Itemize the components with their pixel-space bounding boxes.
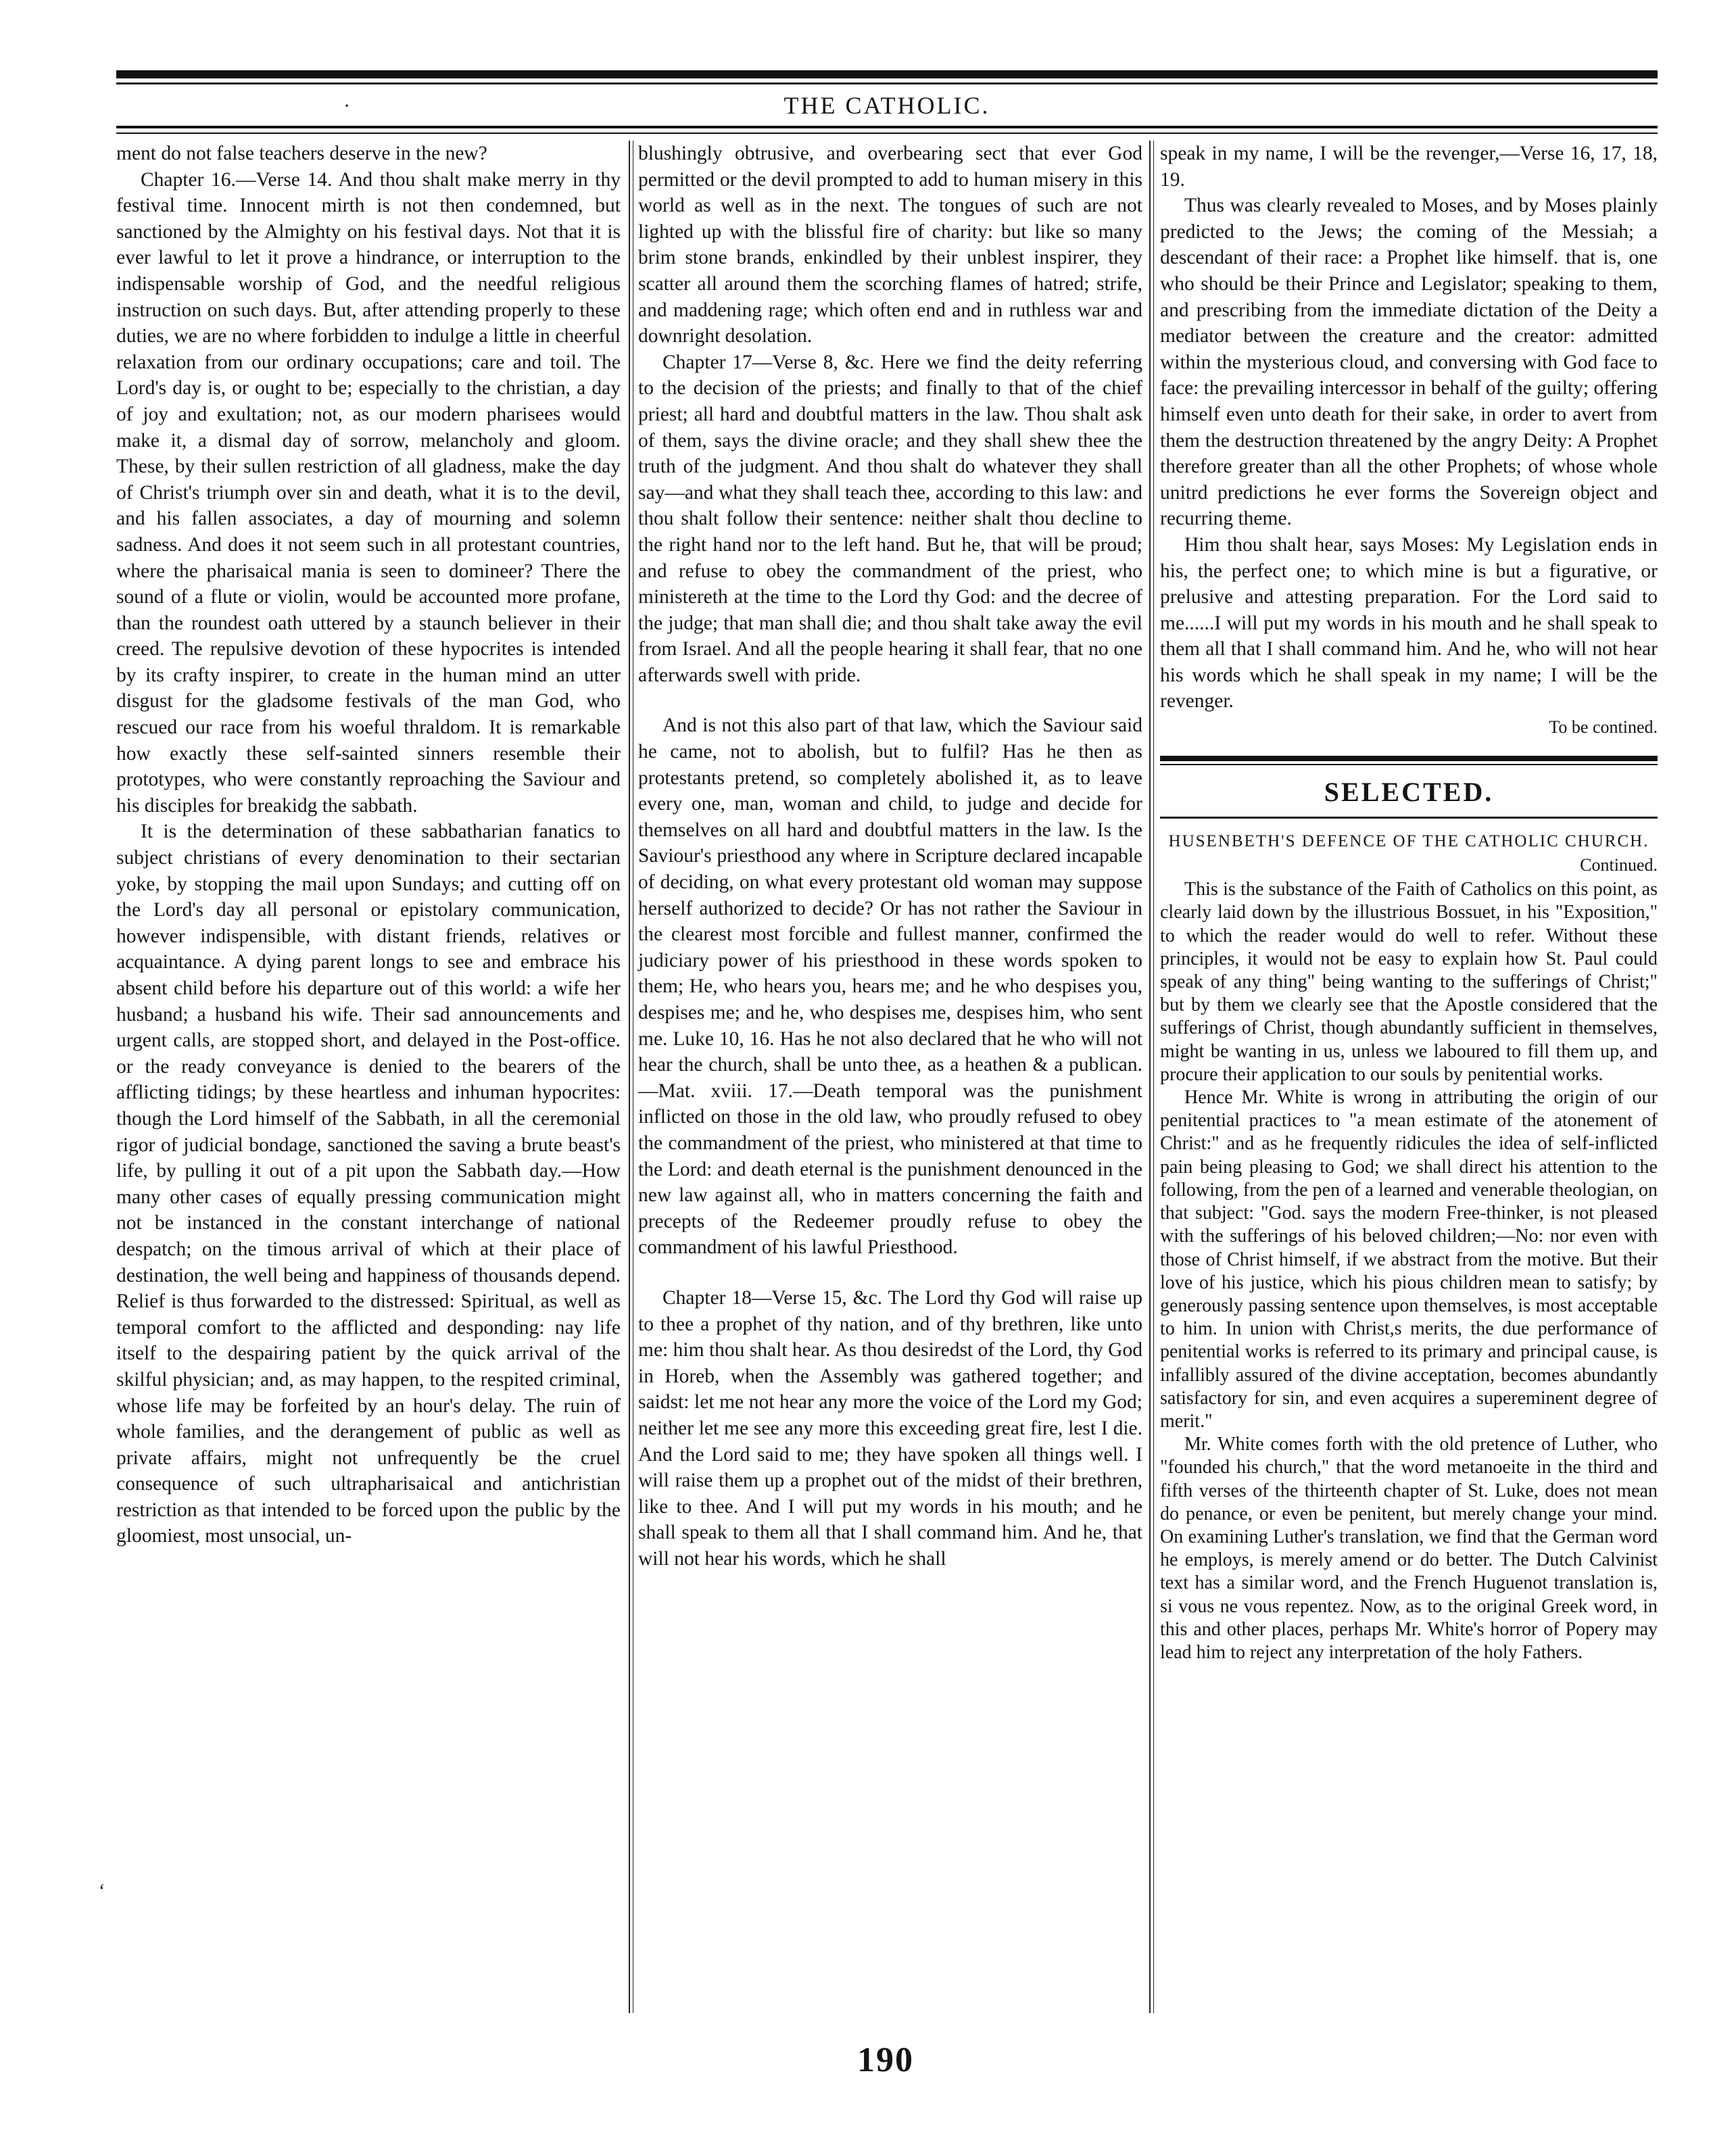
paragraph-gap	[638, 1261, 1142, 1285]
paragraph: It is the determination of these sabbatharian fanatics to subject christians of every denomination to their sectarian yoke, by stopping the mail upon Sundays; and cutting off on the Lord's day all personal or epistolary communication, however indispensible, with distant friends, relatives or acquaintance. A dying parent longs to see and embrace his absent child before his departure out of this world: a wife her husband; a husband his wife. Their sad announcements and urgent calls, are stopped short, and delayed in the Post-office. or the ready conveyance is denied to the bearers of the afflicting tidings; by these heartless and inhuman hypocrites: though the Lord himself of the Sabbath, in all the ceremonial rigor of judicial bondage, sanctioned the saving a brute beast's life, by pulling it out of a pit upon the Sabbath day.—How many other cases of equally pressing communication might not be instanced in the constant interchange of national despatch; on the timous arrival of which at their place of destination, the well being and happiness of thousands depend. Relief is thus forwarded to the distressed: Spiritual, as well as temporal comfort to the afflicted and desponding: nay life itself to the despairing patient by the quick arrival of the skilful physician; and, as may happen, to the respited criminal, whose life may be forfeited by an hour's delay. The ruin of whole families, and the derangement of public as well as private affairs, might not unfrequently be the cruel consequence of such ultrapharisaical and antichristian restriction as that intended to be forced upon the public by the gloomiest, most unsocial, un-	[116, 821, 621, 1547]
column-left	[116, 141, 621, 2033]
section-heading: SELECTED.	[1324, 776, 1494, 807]
masthead-dot: ·	[343, 95, 350, 117]
section-rule-thick	[1160, 756, 1658, 761]
paragraph: Hence Mr. White is wrong in attributing the origin of our penitential practices to "a mean estimate of the atonement of Christ:" and as he frequently ridicules the idea of self-inflicted pain being pleasing to God; we shall direct his attention to the following, from the pen of a learned and venerable theologian, on that subject: "God. says the modern Free-thinker, is not pleased with the sufferings of his beloved children;—No: nor even with those of Christ himself, if we abstract from the motive. But their love of his justice, which his pious children mean to satisfy; by generously passing sentence upon themselves, is most acceptable to him. In union with Christ,s merits, the due performance of penitential works is referred to its primary and principal cause, is infallibly assured of the divine acceptation, becomes abundantly satisfactory for sin, and even acquires a supereminent degree of merit."	[1160, 1087, 1658, 1432]
paragraph: And is not this also part of that law, which the Saviour said he came, not to abolish, but to fulfil? Has he then as protestants pretend, so completely abolished it, as to leave every one, man, woman and child, to judge and decide for themselves on all hard and doubtful matters in the law. Is the Saviour's priesthood any where in Scripture declared incapable of deciding, on what every protestant old woman may suppose herself authorized to decide? Or has not rather the Saviour in the clearest most forcible and fullest manner, confirmed the judiciary power of his priesthood in these words spoken to them; He, who hears you, hears me; and he who despises you, despises me; and he, who despises me, despises him, who sent me. Luke 10, 16. Has he not also declared that he who will not hear the church, shall be unto thee, as a heathen & a publican.—Mat. xviii. 17.—Death temporal was the punishment inflicted on those in the old law, who proudly refused to obey the commandment of the priest, who ministered at that time to the Lord: and death eternal is the punishment denounced in the new law against all, who in matters concerning the faith and precepts of the Redeemer proudly refuse to obey the commandment of his lawful Priesthood.	[638, 715, 1142, 1259]
to-be-continued-note: To be contined.	[1549, 717, 1658, 738]
running-head-title: THE CATHOLIC.	[783, 92, 990, 119]
margin-mark: ‘	[99, 1881, 105, 1902]
paragraph: speak in my name, I will be the revenger,—Verse 16, 17, 18, 19.	[1160, 143, 1658, 191]
running-head-rule	[116, 126, 1658, 128]
page-number: 190	[857, 2041, 914, 2079]
paragraph: Mr. White comes forth with the old pretence of Luther, who "founded his church," that the word metanoeite in the third and fifth verses of the thirteenth chapter of St. Luke, does not mean do penance, or even be penitent, but merely change your mind. On examining Luther's translation, we find that the German word he employs, is merely amend or do better. The Dutch Calvinist text has a similar word, and the French Huguenot translation is, si vous ne vous repentez. Now, as to the original Greek word, in this and other places, perhaps Mr. White's horror of Popery may lead him to reject any interpretation of the holy Fathers.	[1160, 1434, 1658, 1663]
running-head-rule-thin	[116, 132, 1658, 134]
paragraph: Thus was clearly revealed to Moses, and by Moses plainly predicted to the Jews; the coming of the Messiah; a descendant of their race: a Prophet like himself. that is, one who should be their Prince and Legislator; speaking to them, and prescribing from the immediate dictation of the Deity a mediator between the creature and the creator: admitted within the mysterious cloud, and conversing with God face to face: the prevailing intercessor in behalf of the guilty; offering himself even unto death for their sake, in order to avert from them the destruction threatened by the angry Deity: A Prophet therefore greater than all the other Prophets; of whose whole unitrd predictions he ever forms the Sovereign object and recurring theme.	[1160, 195, 1658, 530]
paragraph: Chapter 16.—Verse 14. And thou shalt make merry in thy festival time. Innocent mirth is not then condemned, but sanctioned by the Almighty on his festival days. Not that it is ever lawful to let it prove a hindrance, or interruption to the indispensable worship of God, and the needful religious instruction on such days. But, after attending properly to these duties, we are no where forbidden to indulge a little in cheerful relaxation from our ordinary occupations; care and toil. The Lord's day is, or ought to be; especially to the christian, a day of joy and exultation; not, as our modern pharisees would make it, a dismal day of sorrow, melancholy and gloom. These, by their sullen restriction of all gladness, make the day of Christ's triumph over sin and death, what it is to the devil, and his fallen associates, a day of mourning and solemn sadness. And does it not seem such in all protestant countries, where the pharisaical mania is seen to domineer? There the sound of a flute or violin, would be accounted more profane, than the roundest oath uttered by a staunch believer in their creed. The repulsive devotion of these hypocrites is intended by its crafty inspirer, to create in the human mind an utter disgust for the gladsome festivals of the man God, who rescued our race from his woeful thraldom. It is remarkable how exactly these self-sainted sinners resemble their prototypes, who were constantly reproaching the Saviour and his disciples for breakidg the sabbath.	[116, 168, 621, 817]
column-divider-left	[629, 141, 630, 2013]
article-continued-label: Continued.	[1580, 854, 1658, 875]
section-heading-rule	[1160, 817, 1658, 819]
masthead-thin-rule	[116, 82, 1658, 84]
column-middle	[638, 141, 1142, 2033]
column-right	[1160, 141, 1658, 2033]
paragraph: Chapter 18—Verse 15, &c. The Lord thy God will raise up to thee a prophet of thy nation, and of thy brethren, like unto me: him thou shalt hear. As thou desiredst of the Lord, thy God in Horeb, when the Assembly was gathered together; and saidst: let me not hear any more the voice of the Lord my God; neither let me see any more this exceeding great fire, lest I die. And the Lord said to me; they have spoken all things well. I will raise them up a prophet out of the midst of their brethren, like to thee. And I will put my words in his mouth; and he shall speak to them all that I shall command him. And he, that will not hear his words, which he shall	[638, 1286, 1142, 1570]
paragraph: This is the substance of the Faith of Catholics on this point, as clearly laid down by the illustrious Bossuet, in his "Exposition," to which the reader would do well to refer. Without these principles, it would not be easy to explain how St. Paul could speak of any thing" being wanting to the sufferings of Christ;" but by them we clearly see that the Apostle considered that the sufferings of Christ, though abundantly sufficient in themselves, might be wanting in us, unless we laboured to fill them up, and procure their application to our souls by penitential works.	[1160, 879, 1658, 1085]
paragraph: blushingly obtrusive, and overbearing sect that ever God permitted or the devil prompted to add to human misery in this world as well as in the next. The tongues of such are not lighted up with the blissful fire of charity: but like so many brim stone brands, enkindled by their unblest inspirer, they scatter all around them the scorching flames of hatred; strife, and maddening rage; which often end and in ruthless war and downright desolation.	[638, 143, 1142, 347]
masthead-top-rule	[116, 70, 1658, 78]
paragraph: Him thou shalt hear, says Moses: My Legislation ends in his, the perfect one; to which mine is but a figurative, or prelusive and attesting preparation. For the Lord said to me......I will put my words in his mouth and he shall speak to them all that I shall command him. And he, who will not hear his words which he shall speak in my name; I will be the revenger.	[1160, 533, 1658, 712]
article-body	[1160, 878, 1658, 1664]
article-title: HUSENBETH'S DEFENCE OF THE CATHOLIC CHURCH.	[1168, 831, 1649, 850]
paragraph-gap	[638, 688, 1142, 712]
column-divider-right	[1149, 141, 1151, 2013]
paragraph: Chapter 17—Verse 8, &c. Here we find the deity referring to the decision of the priests; and finally to that of the chief priest; all hard and doubtful matters in the law. Thou shalt ask of them, says the divine oracle; and they shall shew thee the truth of the judgment. And thou shalt do whatever they shall say—and what they shall teach thee, according to this law: and thou shalt follow their sentence: neither shalt thou decline to the right hand nor to the left hand. But he, that will be proud; and refuse to obey the commandment of the priest, who ministereth at the time to the Lord thy God: and the decree of the judge; that man shall die; and thou shalt take away the evil from Israel. And all the people hearing it shall fear, that no one afterwards swell with pride.	[638, 351, 1142, 686]
column-divider-right-thin	[1153, 141, 1154, 2013]
paragraph: ment do not false teachers deserve in the new?	[116, 143, 487, 164]
section-rule-thin	[1160, 764, 1658, 765]
